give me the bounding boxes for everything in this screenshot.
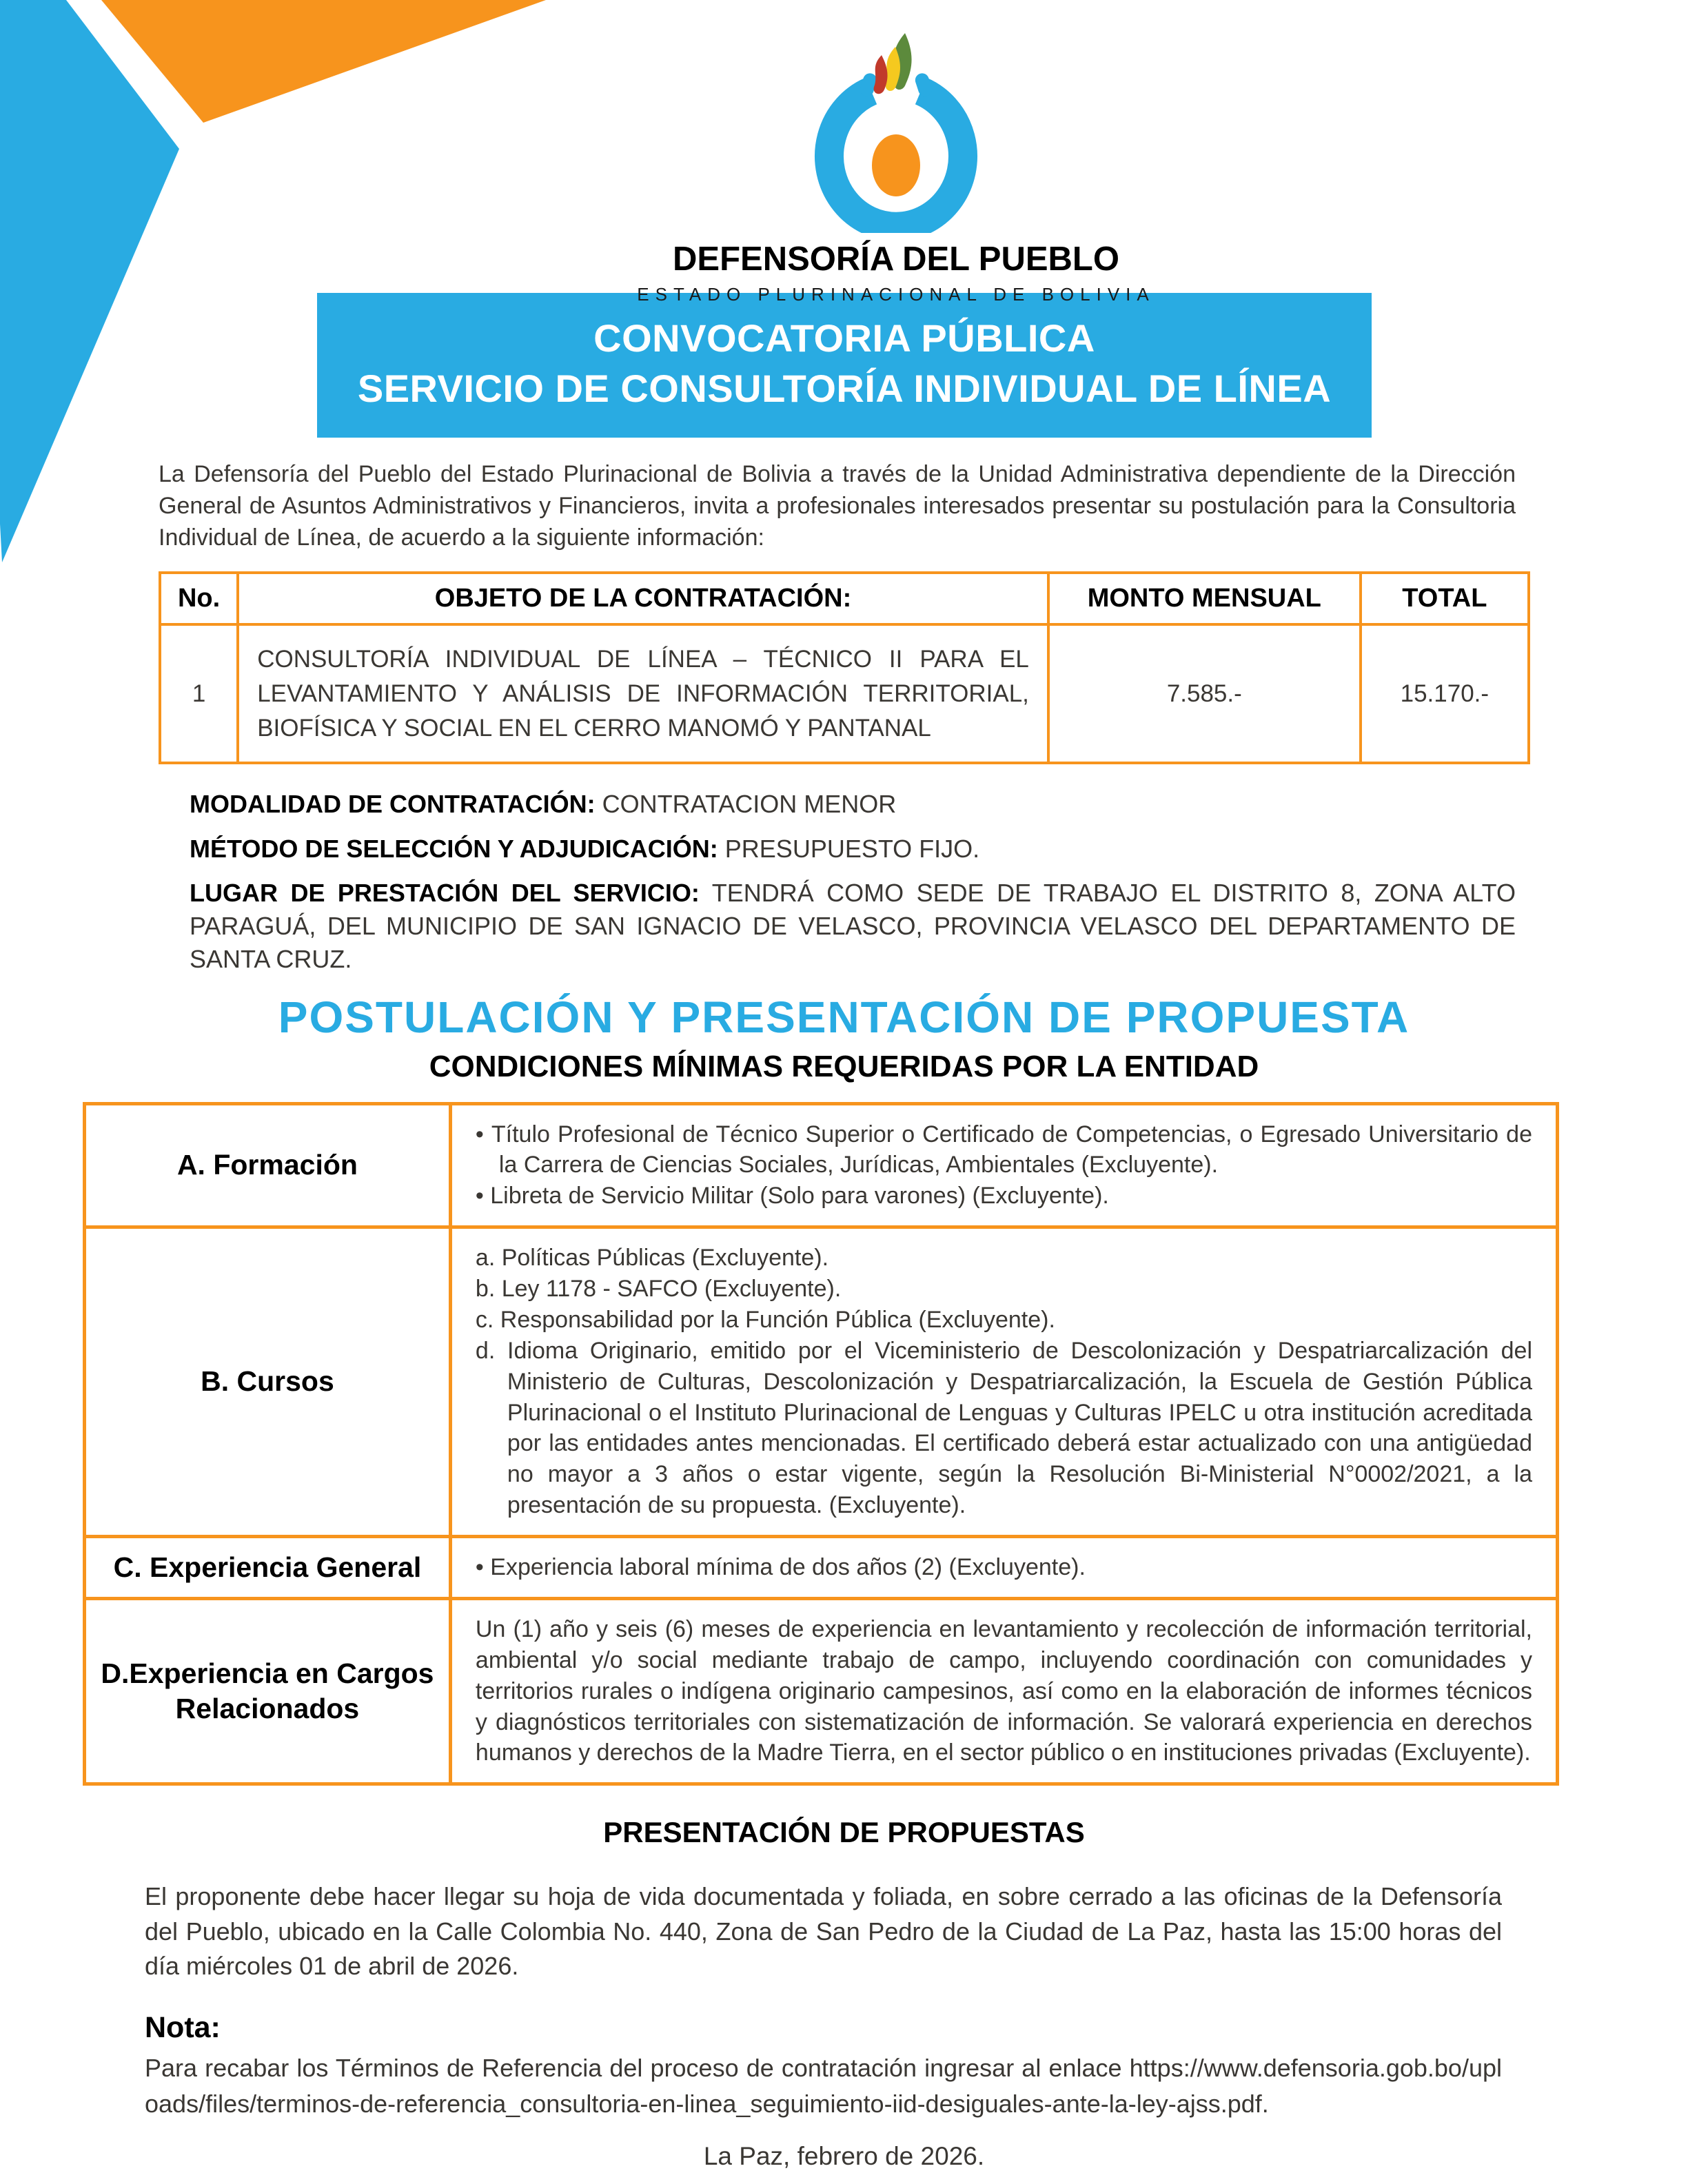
metodo-line — [190, 833, 1516, 866]
title-banner — [317, 293, 1372, 438]
banner-line-1: CONVOCATORIA PÚBLICA — [593, 316, 1095, 360]
footer-date: La Paz, febrero de 2026. — [703, 2141, 985, 2170]
cell-objeto: CONSULTORÍA INDIVIDUAL DE LÍNEA – TÉCNICO II PARA EL LEVANTAMIENTO Y ANÁLISIS DE INFORMACIÓN TERRITORIAL, BIOFÍSICA Y SOCIAL EN EL CERRO MANOMÓ Y PANTANAL — [238, 624, 1048, 763]
contract-table-row — [160, 624, 1529, 763]
requirement-row-experiencia-general — [85, 1537, 1558, 1599]
requirement-content-formacion — [450, 1103, 1557, 1227]
requirement-item: • Libreta de Servicio Militar (Solo para varones) (Excluyente). — [476, 1181, 1532, 1212]
requirement-item: Un (1) año y seis (6) meses de experiencia en levantamiento y recolección de información territorial, ambiental y/o social mediante trabajo de campo, incluyendo coordinación con comunidades y territorios rurales o indígena originario campesinos, así como en la elaboración de informes técnicos y diagnósticos territoriales con sistematización de información. Se valorará experiencia en derechos humanos y derechos de la Madre Tierra, en el sector público o en instituciones privadas (Excluyente). — [475, 1615, 1532, 1766]
cell-no: 1 — [160, 624, 238, 763]
requirement-label-experiencia-general: C. Experiencia General — [85, 1537, 451, 1599]
column-header-objeto: OBJETO DE LA CONTRATACIÓN: — [238, 573, 1048, 624]
requirement-content-cursos — [450, 1227, 1557, 1537]
intro-paragraph: La Defensoría del Pueblo del Estado Plurinacional de Bolivia a través de la Unidad Administrativa dependiente de la Dirección General de Asuntos Administrativos y Financieros, invita a profesionales interesados presentar su postulación para la Consultoria Individual de Línea, de acuerdo a la siguiente información: — [159, 460, 1516, 551]
nota-text: Para recabar los Términos de Referencia del proceso de contratación ingresar al enlace https://www.defensoria.gob.bo/uploads/files/terminos-de-referencia_consultoria-en-linea_seguimiento-iid-desiguales-ante-la-ley-ajss.pdf. — [145, 2054, 1502, 2118]
requirement-item: d. Idioma Originario, emitido por el Viceministerio de Descolonización y Despatriarcalización del Ministerio de Culturas, Descolonización y Despatriarcalización, la Escuela de Gestión Pública Plurinacional o el Instituto Plurinacional de Lenguas y Culturas IPELC u otra institución acreditada por las entidades antes mencionadas. El certificado deberá estar actualizado con una antigüedad no mayor a 3 años o estar vigente, según la Resolución Bi-Ministerial N°0002/2021, a la presentación de su propuesta. (Excluyente). — [475, 1337, 1532, 1519]
lugar-label: LUGAR DE PRESTACIÓN DEL SERVICIO: — [190, 878, 700, 907]
column-header-no: No. — [160, 573, 238, 624]
postulacion-title: POSTULACIÓN Y PRESENTACIÓN DE PROPUESTA — [278, 992, 1410, 1042]
defensoria-hands-flame-icon — [469, 33, 1323, 233]
condiciones-title: CONDICIONES MÍNIMAS REQUERIDAS POR LA ENTIDAD — [429, 1049, 1259, 1083]
requirement-row-cursos — [85, 1227, 1558, 1537]
defensoria-logo — [469, 33, 1323, 305]
requirement-row-experiencia-cargos — [85, 1598, 1558, 1784]
banner-line-2: SERVICIO DE CONSULTORÍA INDIVIDUAL DE LÍNEA — [357, 366, 1332, 410]
metodo-value: PRESUPUESTO FIJO. — [724, 834, 980, 863]
requirement-item: • Experiencia laboral mínima de dos años (2) (Excluyente). — [476, 1552, 1532, 1583]
requirement-item: b. Ley 1178 - SAFCO (Excluyente). — [475, 1276, 842, 1303]
column-header-monto: MONTO MENSUAL — [1048, 573, 1361, 624]
metodo-label: MÉTODO DE SELECCIÓN Y ADJUDICACIÓN: — [190, 834, 718, 863]
lugar-line — [190, 877, 1516, 977]
cell-monto: 7.585.- — [1048, 624, 1361, 763]
requirement-row-formacion — [85, 1103, 1558, 1227]
requirement-label-cursos: B. Cursos — [85, 1227, 451, 1537]
modalidad-line — [190, 788, 1516, 821]
presentacion-paragraph: El proponente debe hacer llegar su hoja de vida documentada y foliada, en sobre cerrado a las oficinas de la Defensoría del Pueblo, ubicado en la Calle Colombia No. 440, Zona de San Pedro de la Ciudad de La Paz, hasta las 15:00 horas del día miércoles 01 de abril de 2026. — [145, 1882, 1502, 1981]
requirement-item: c. Responsabilidad por la Función Pública (Excluyente). — [475, 1306, 1055, 1333]
logo-title: DEFENSORÍA DEL PUEBLO — [673, 241, 1119, 278]
lugar-value: TENDRÁ COMO SEDE DE TRABAJO EL DISTRITO 8, ZONA ALTO PARAGUÁ, DEL MUNICIPIO DE SAN IGNACIO DE VELASCO, PROVINCIA VELASCO DEL DEPARTAMENTO DE SANTA CRUZ. — [190, 878, 1516, 974]
column-header-total: TOTAL — [1361, 573, 1529, 624]
contract-table-header-row — [160, 573, 1529, 624]
requirement-label-formacion: A. Formación — [85, 1103, 451, 1227]
nota-label: Nota: — [145, 2011, 221, 2045]
modalidad-value: CONTRATACION MENOR — [602, 790, 897, 819]
requirement-content-experiencia-cargos — [450, 1598, 1557, 1784]
requirement-item: • Título Profesional de Técnico Superior o Certificado de Competencias, o Egresado Universitario de la Carrera de Ciencias Sociales, Jurídicas, Ambientales (Excluyente). — [476, 1119, 1532, 1181]
logo-subtitle: ESTADO PLURINACIONAL DE BOLIVIA — [637, 284, 1155, 305]
requirements-table — [83, 1102, 1559, 1786]
requirement-item: a. Políticas Públicas (Excluyente). — [475, 1245, 829, 1272]
presentacion-title: PRESENTACIÓN DE PROPUESTAS — [603, 1816, 1085, 1849]
requirement-label-experiencia-cargos: D.Experiencia en Cargos Relacionados — [85, 1598, 451, 1784]
contract-table — [159, 571, 1530, 764]
modalidad-label: MODALIDAD DE CONTRATACIÓN: — [190, 790, 596, 819]
cell-total: 15.170.- — [1361, 624, 1529, 763]
contract-details — [190, 788, 1516, 976]
requirement-content-experiencia-general — [450, 1537, 1557, 1599]
